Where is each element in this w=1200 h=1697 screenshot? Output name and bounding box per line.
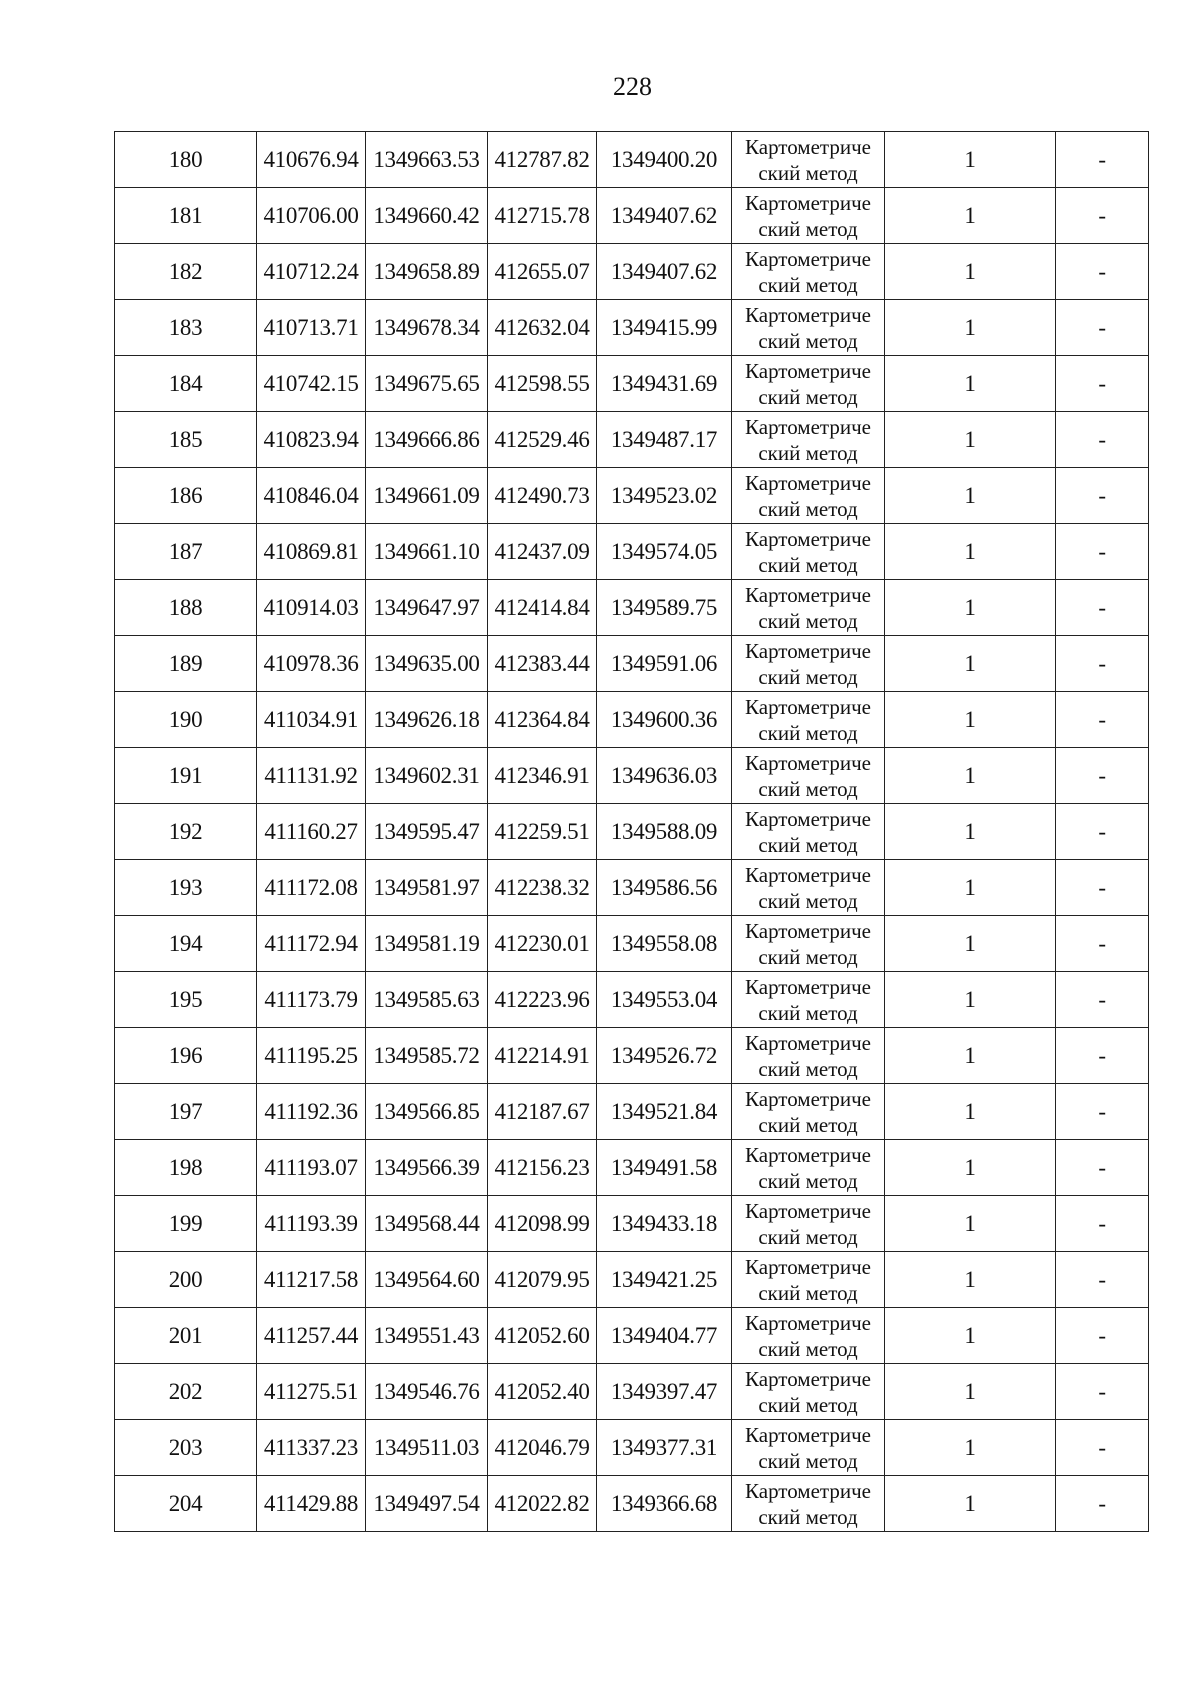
accuracy-cell: 1	[885, 860, 1056, 916]
point-number-cell: 181	[115, 188, 257, 244]
method-line: ский метод	[758, 944, 858, 969]
y2-cell: 1349600.36	[597, 692, 732, 748]
table-row	[115, 1084, 1149, 1140]
accuracy-cell: 1	[885, 1252, 1056, 1308]
x2-cell: 412238.32	[488, 860, 597, 916]
method-line: ский метод	[758, 1336, 858, 1361]
method-cell	[732, 1364, 885, 1420]
x2-cell: 412383.44	[488, 636, 597, 692]
x2-cell: 412715.78	[488, 188, 597, 244]
x2-cell: 412655.07	[488, 244, 597, 300]
y2-cell: 1349377.31	[597, 1420, 732, 1476]
x2-cell: 412052.40	[488, 1364, 597, 1420]
accuracy-cell: 1	[885, 1028, 1056, 1084]
point-number-cell: 186	[115, 468, 257, 524]
method-line: ский метод	[758, 720, 858, 745]
point-number-cell: 197	[115, 1084, 257, 1140]
x1-cell: 410706.00	[257, 188, 366, 244]
y1-cell: 1349581.97	[366, 860, 488, 916]
point-number-cell: 202	[115, 1364, 257, 1420]
method-line: Картометриче	[745, 414, 871, 439]
point-number-cell: 199	[115, 1196, 257, 1252]
x2-cell: 412364.84	[488, 692, 597, 748]
note-cell: -	[1056, 412, 1149, 468]
x1-cell: 410914.03	[257, 580, 366, 636]
accuracy-cell: 1	[885, 804, 1056, 860]
point-number-cell: 189	[115, 636, 257, 692]
note-cell: -	[1056, 580, 1149, 636]
x1-cell: 410978.36	[257, 636, 366, 692]
x2-cell: 412187.67	[488, 1084, 597, 1140]
table-row	[115, 1196, 1149, 1252]
method-line: ский метод	[758, 608, 858, 633]
method-line: ский метод	[758, 160, 858, 185]
table-row	[115, 636, 1149, 692]
method-line: Картометриче	[745, 1478, 871, 1503]
y1-cell: 1349661.09	[366, 468, 488, 524]
method-line: Картометриче	[745, 1198, 871, 1223]
y1-cell: 1349585.72	[366, 1028, 488, 1084]
method-line: Картометриче	[745, 470, 871, 495]
x1-cell: 411195.25	[257, 1028, 366, 1084]
y2-cell: 1349407.62	[597, 188, 732, 244]
table-row	[115, 692, 1149, 748]
x1-cell: 411193.39	[257, 1196, 366, 1252]
x1-cell: 411173.79	[257, 972, 366, 1028]
note-cell: -	[1056, 1140, 1149, 1196]
method-line: ский метод	[758, 664, 858, 689]
method-line: Картометриче	[745, 1142, 871, 1167]
accuracy-cell: 1	[885, 748, 1056, 804]
method-cell	[732, 524, 885, 580]
method-line: ский метод	[758, 496, 858, 521]
note-cell: -	[1056, 1364, 1149, 1420]
x1-cell: 410676.94	[257, 132, 366, 188]
y1-cell: 1349658.89	[366, 244, 488, 300]
y2-cell: 1349558.08	[597, 916, 732, 972]
y2-cell: 1349574.05	[597, 524, 732, 580]
x1-cell: 411131.92	[257, 748, 366, 804]
method-line: ский метод	[758, 1056, 858, 1081]
method-line: ский метод	[758, 1504, 858, 1529]
y2-cell: 1349636.03	[597, 748, 732, 804]
note-cell: -	[1056, 132, 1149, 188]
y1-cell: 1349663.53	[366, 132, 488, 188]
method-line: Картометриче	[745, 638, 871, 663]
x1-cell: 411275.51	[257, 1364, 366, 1420]
method-cell	[732, 1140, 885, 1196]
method-cell	[732, 468, 885, 524]
y1-cell: 1349546.76	[366, 1364, 488, 1420]
table-row	[115, 916, 1149, 972]
method-line: Картометриче	[745, 694, 871, 719]
method-cell	[732, 1420, 885, 1476]
note-cell: -	[1056, 860, 1149, 916]
note-cell: -	[1056, 916, 1149, 972]
point-number-cell: 196	[115, 1028, 257, 1084]
x1-cell: 411429.88	[257, 1476, 366, 1532]
table-row	[115, 972, 1149, 1028]
method-cell	[732, 636, 885, 692]
point-number-cell: 183	[115, 300, 257, 356]
method-line: ский метод	[758, 776, 858, 801]
x2-cell: 412346.91	[488, 748, 597, 804]
method-line: Картометриче	[745, 974, 871, 999]
x2-cell: 412052.60	[488, 1308, 597, 1364]
x2-cell: 412022.82	[488, 1476, 597, 1532]
x1-cell: 411034.91	[257, 692, 366, 748]
method-line: Картометриче	[745, 526, 871, 551]
table-row	[115, 300, 1149, 356]
x2-cell: 412529.46	[488, 412, 597, 468]
method-line: Картометриче	[745, 302, 871, 327]
x2-cell: 412098.99	[488, 1196, 597, 1252]
accuracy-cell: 1	[885, 1308, 1056, 1364]
note-cell: -	[1056, 1084, 1149, 1140]
x1-cell: 411337.23	[257, 1420, 366, 1476]
y1-cell: 1349678.34	[366, 300, 488, 356]
note-cell: -	[1056, 692, 1149, 748]
note-cell: -	[1056, 244, 1149, 300]
x2-cell: 412259.51	[488, 804, 597, 860]
y2-cell: 1349526.72	[597, 1028, 732, 1084]
table-row	[115, 1364, 1149, 1420]
y1-cell: 1349566.85	[366, 1084, 488, 1140]
method-line: Картометриче	[745, 190, 871, 215]
x1-cell: 411172.08	[257, 860, 366, 916]
point-number-cell: 190	[115, 692, 257, 748]
accuracy-cell: 1	[885, 468, 1056, 524]
accuracy-cell: 1	[885, 972, 1056, 1028]
y2-cell: 1349589.75	[597, 580, 732, 636]
method-cell	[732, 692, 885, 748]
y1-cell: 1349635.00	[366, 636, 488, 692]
method-cell	[732, 860, 885, 916]
x1-cell: 410712.24	[257, 244, 366, 300]
x1-cell: 411257.44	[257, 1308, 366, 1364]
method-cell	[732, 356, 885, 412]
note-cell: -	[1056, 188, 1149, 244]
point-number-cell: 191	[115, 748, 257, 804]
method-line: Картометриче	[745, 358, 871, 383]
y1-cell: 1349585.63	[366, 972, 488, 1028]
note-cell: -	[1056, 1420, 1149, 1476]
method-line: Картометриче	[745, 1086, 871, 1111]
y2-cell: 1349421.25	[597, 1252, 732, 1308]
point-number-cell: 185	[115, 412, 257, 468]
x2-cell: 412632.04	[488, 300, 597, 356]
table-row	[115, 1476, 1149, 1532]
method-cell	[732, 1252, 885, 1308]
point-number-cell: 192	[115, 804, 257, 860]
y1-cell: 1349511.03	[366, 1420, 488, 1476]
note-cell: -	[1056, 356, 1149, 412]
method-line: ский метод	[758, 216, 858, 241]
x2-cell: 412214.91	[488, 1028, 597, 1084]
point-number-cell: 193	[115, 860, 257, 916]
y2-cell: 1349588.09	[597, 804, 732, 860]
accuracy-cell: 1	[885, 188, 1056, 244]
method-cell	[732, 1308, 885, 1364]
x1-cell: 410823.94	[257, 412, 366, 468]
table-row	[115, 580, 1149, 636]
accuracy-cell: 1	[885, 916, 1056, 972]
method-line: ский метод	[758, 1224, 858, 1249]
accuracy-cell: 1	[885, 636, 1056, 692]
page-number: 228	[613, 72, 652, 101]
note-cell: -	[1056, 972, 1149, 1028]
method-cell	[732, 748, 885, 804]
coordinates-table	[114, 131, 1149, 1532]
method-line: Картометриче	[745, 1030, 871, 1055]
method-line: ский метод	[758, 1168, 858, 1193]
x2-cell: 412490.73	[488, 468, 597, 524]
method-cell	[732, 300, 885, 356]
table-row	[115, 804, 1149, 860]
method-line: ский метод	[758, 328, 858, 353]
accuracy-cell: 1	[885, 692, 1056, 748]
y2-cell: 1349591.06	[597, 636, 732, 692]
table-row	[115, 412, 1149, 468]
note-cell: -	[1056, 1476, 1149, 1532]
method-line: ский метод	[758, 384, 858, 409]
method-line: ский метод	[758, 888, 858, 913]
y2-cell: 1349431.69	[597, 356, 732, 412]
note-cell: -	[1056, 1308, 1149, 1364]
point-number-cell: 194	[115, 916, 257, 972]
y2-cell: 1349523.02	[597, 468, 732, 524]
x2-cell: 412787.82	[488, 132, 597, 188]
method-line: ский метод	[758, 1392, 858, 1417]
x1-cell: 410713.71	[257, 300, 366, 356]
x1-cell: 411217.58	[257, 1252, 366, 1308]
y2-cell: 1349407.62	[597, 244, 732, 300]
method-line: Картометриче	[745, 1310, 871, 1335]
point-number-cell: 182	[115, 244, 257, 300]
y1-cell: 1349566.39	[366, 1140, 488, 1196]
accuracy-cell: 1	[885, 356, 1056, 412]
point-number-cell: 188	[115, 580, 257, 636]
y1-cell: 1349497.54	[366, 1476, 488, 1532]
method-line: Картометриче	[745, 750, 871, 775]
method-cell	[732, 1084, 885, 1140]
method-line: Картометриче	[745, 582, 871, 607]
y2-cell: 1349415.99	[597, 300, 732, 356]
note-cell: -	[1056, 804, 1149, 860]
y1-cell: 1349661.10	[366, 524, 488, 580]
y2-cell: 1349491.58	[597, 1140, 732, 1196]
table-row	[115, 748, 1149, 804]
point-number-cell: 203	[115, 1420, 257, 1476]
x2-cell: 412598.55	[488, 356, 597, 412]
method-cell	[732, 1028, 885, 1084]
method-cell	[732, 188, 885, 244]
method-line: ский метод	[758, 272, 858, 297]
y2-cell: 1349400.20	[597, 132, 732, 188]
y1-cell: 1349568.44	[366, 1196, 488, 1252]
accuracy-cell: 1	[885, 1140, 1056, 1196]
y1-cell: 1349647.97	[366, 580, 488, 636]
y2-cell: 1349397.47	[597, 1364, 732, 1420]
x1-cell: 411160.27	[257, 804, 366, 860]
point-number-cell: 184	[115, 356, 257, 412]
table-row	[115, 356, 1149, 412]
note-cell: -	[1056, 1252, 1149, 1308]
y2-cell: 1349366.68	[597, 1476, 732, 1532]
accuracy-cell: 1	[885, 1196, 1056, 1252]
point-number-cell: 200	[115, 1252, 257, 1308]
x2-cell: 412230.01	[488, 916, 597, 972]
method-cell	[732, 972, 885, 1028]
accuracy-cell: 1	[885, 1084, 1056, 1140]
method-cell	[732, 916, 885, 972]
method-line: ский метод	[758, 440, 858, 465]
y1-cell: 1349595.47	[366, 804, 488, 860]
method-line: ский метод	[758, 1112, 858, 1137]
y2-cell: 1349487.17	[597, 412, 732, 468]
method-line: Картометриче	[745, 134, 871, 159]
y1-cell: 1349581.19	[366, 916, 488, 972]
method-line: ский метод	[758, 1000, 858, 1025]
x1-cell: 410869.81	[257, 524, 366, 580]
y1-cell: 1349602.31	[366, 748, 488, 804]
note-cell: -	[1056, 300, 1149, 356]
y1-cell: 1349660.42	[366, 188, 488, 244]
accuracy-cell: 1	[885, 580, 1056, 636]
method-cell	[732, 132, 885, 188]
x1-cell: 411172.94	[257, 916, 366, 972]
note-cell: -	[1056, 1028, 1149, 1084]
accuracy-cell: 1	[885, 300, 1056, 356]
table-row	[115, 1028, 1149, 1084]
accuracy-cell: 1	[885, 1364, 1056, 1420]
table-body	[115, 132, 1149, 1532]
method-line: Картометриче	[745, 1254, 871, 1279]
point-number-cell: 198	[115, 1140, 257, 1196]
y1-cell: 1349675.65	[366, 356, 488, 412]
accuracy-cell: 1	[885, 1476, 1056, 1532]
note-cell: -	[1056, 524, 1149, 580]
x1-cell: 411192.36	[257, 1084, 366, 1140]
accuracy-cell: 1	[885, 524, 1056, 580]
x2-cell: 412414.84	[488, 580, 597, 636]
table-row	[115, 132, 1149, 188]
accuracy-cell: 1	[885, 412, 1056, 468]
table-row	[115, 244, 1149, 300]
method-cell	[732, 804, 885, 860]
y2-cell: 1349433.18	[597, 1196, 732, 1252]
method-cell	[732, 1476, 885, 1532]
table-row	[115, 1140, 1149, 1196]
point-number-cell: 195	[115, 972, 257, 1028]
x2-cell: 412046.79	[488, 1420, 597, 1476]
note-cell: -	[1056, 468, 1149, 524]
x1-cell: 411193.07	[257, 1140, 366, 1196]
accuracy-cell: 1	[885, 1420, 1056, 1476]
x2-cell: 412223.96	[488, 972, 597, 1028]
accuracy-cell: 1	[885, 132, 1056, 188]
y1-cell: 1349626.18	[366, 692, 488, 748]
y2-cell: 1349553.04	[597, 972, 732, 1028]
x2-cell: 412437.09	[488, 524, 597, 580]
method-cell	[732, 412, 885, 468]
method-cell	[732, 244, 885, 300]
table-row	[115, 188, 1149, 244]
method-line: Картометриче	[745, 246, 871, 271]
method-cell	[732, 1196, 885, 1252]
y2-cell: 1349404.77	[597, 1308, 732, 1364]
point-number-cell: 180	[115, 132, 257, 188]
y2-cell: 1349521.84	[597, 1084, 732, 1140]
note-cell: -	[1056, 1196, 1149, 1252]
x1-cell: 410846.04	[257, 468, 366, 524]
y2-cell: 1349586.56	[597, 860, 732, 916]
table-row	[115, 468, 1149, 524]
table-row	[115, 524, 1149, 580]
method-line: Картометриче	[745, 1366, 871, 1391]
method-cell	[732, 580, 885, 636]
method-line: ский метод	[758, 1448, 858, 1473]
table-row	[115, 1420, 1149, 1476]
table-row	[115, 1252, 1149, 1308]
note-cell: -	[1056, 748, 1149, 804]
point-number-cell: 187	[115, 524, 257, 580]
method-line: ский метод	[758, 552, 858, 577]
accuracy-cell: 1	[885, 244, 1056, 300]
table-row	[115, 860, 1149, 916]
x2-cell: 412156.23	[488, 1140, 597, 1196]
method-line: Картометриче	[745, 918, 871, 943]
method-line: ский метод	[758, 1280, 858, 1305]
y1-cell: 1349666.86	[366, 412, 488, 468]
point-number-cell: 201	[115, 1308, 257, 1364]
y1-cell: 1349564.60	[366, 1252, 488, 1308]
x1-cell: 410742.15	[257, 356, 366, 412]
table-row	[115, 1308, 1149, 1364]
note-cell: -	[1056, 636, 1149, 692]
method-line: Картометриче	[745, 862, 871, 887]
x2-cell: 412079.95	[488, 1252, 597, 1308]
y1-cell: 1349551.43	[366, 1308, 488, 1364]
method-line: Картометриче	[745, 1422, 871, 1447]
method-line: ский метод	[758, 832, 858, 857]
method-line: Картометриче	[745, 806, 871, 831]
point-number-cell: 204	[115, 1476, 257, 1532]
